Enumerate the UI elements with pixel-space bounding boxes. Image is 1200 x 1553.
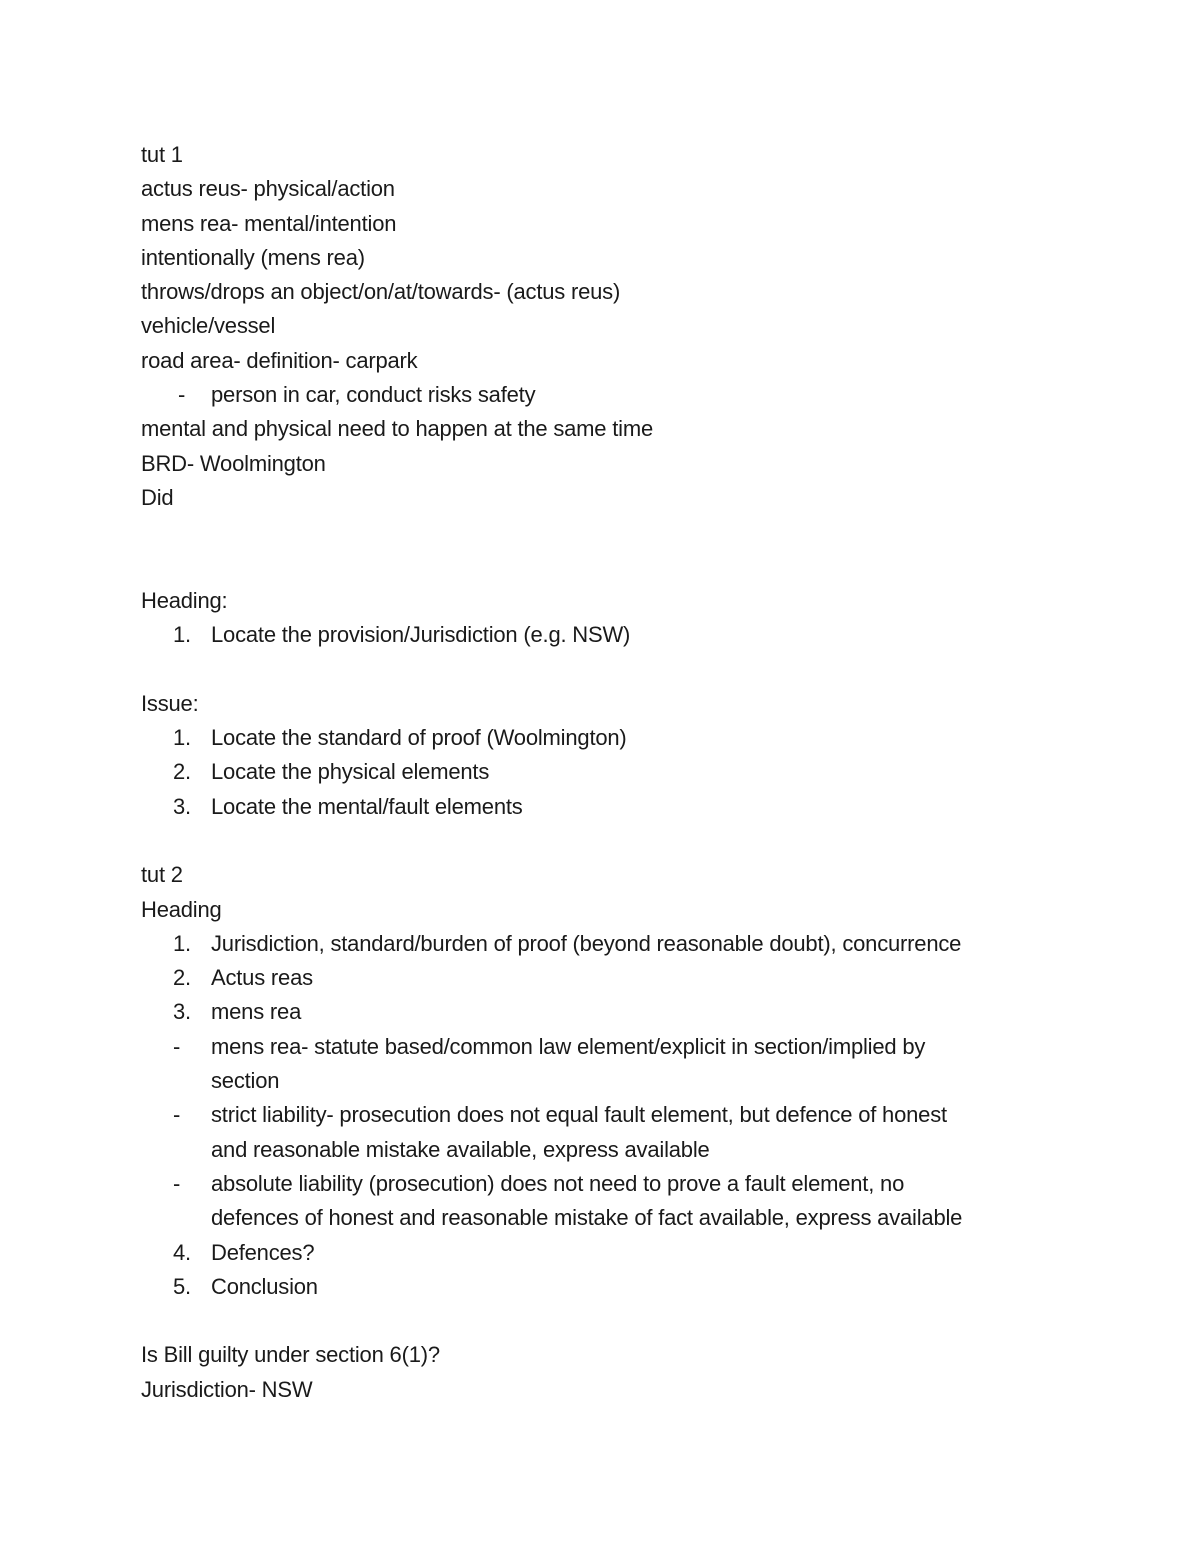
document-page <box>141 138 1081 1407</box>
list-number: 1. <box>173 725 191 751</box>
sub-bullet <box>141 378 1081 412</box>
list-item <box>141 1167 1081 1201</box>
note-line: mental and physical need to happen at the same time <box>141 416 654 442</box>
list-item <box>141 790 1081 824</box>
list-item <box>141 927 1081 961</box>
list-item <box>141 755 1081 789</box>
list-item-text: defences of honest and reasonable mistake of fact available, express available <box>211 1205 963 1231</box>
list-item-text: Locate the physical elements <box>211 759 490 785</box>
tut1-title: tut 1 <box>141 142 183 167</box>
list-item <box>141 1236 1081 1270</box>
list-item-text: and reasonable mistake available, express available <box>211 1136 710 1162</box>
list-number: 1. <box>173 622 191 648</box>
list-item <box>141 961 1081 995</box>
spacer <box>141 1304 1081 1338</box>
bullet-marker: - <box>178 382 186 408</box>
list-item-continuation <box>141 1064 1081 1098</box>
bullet-marker: - <box>173 1170 181 1196</box>
spacer <box>141 824 1081 858</box>
list-number: 2. <box>173 759 191 785</box>
bullet-marker: - <box>173 1033 181 1059</box>
list-item <box>141 1270 1081 1304</box>
list-number: 4. <box>173 1239 191 1265</box>
list-item <box>141 1030 1081 1064</box>
list-item-text: Locate the standard of proof (Woolmington) <box>211 725 627 751</box>
note-line: mens rea- mental/intention <box>141 210 397 236</box>
list-item <box>141 618 1081 652</box>
list-item-text: Locate the mental/fault elements <box>211 793 523 819</box>
list-number: 3. <box>173 793 191 819</box>
list-item-continuation <box>141 1133 1081 1167</box>
issue-label: Issue: <box>141 690 199 716</box>
list-item-text: Defences? <box>211 1239 315 1265</box>
list-item-text: mens rea <box>211 999 302 1025</box>
note-line: throws/drops an object/on/at/towards- (actus reus) <box>141 279 621 305</box>
list-item-text: Actus reas <box>211 965 313 991</box>
answer-text: Jurisdiction- NSW <box>141 1376 313 1402</box>
question-text: Is Bill guilty under section 6(1)? <box>141 1342 440 1368</box>
list-number: 2. <box>173 965 191 991</box>
bullet-marker: - <box>173 1102 181 1128</box>
note-line: Did <box>141 484 174 510</box>
list-item-text: absolute liability (prosecution) does not need to prove a fault element, no <box>211 1170 905 1196</box>
list-item-text: mens rea- statute based/common law element/explicit in section/implied by <box>211 1033 926 1059</box>
heading-label: Heading: <box>141 587 228 613</box>
list-item <box>141 995 1081 1029</box>
list-item <box>141 721 1081 755</box>
list-item-text: section <box>211 1068 280 1094</box>
list-item-text: Jurisdiction, standard/burden of proof (beyond reasonable doubt), concurrence <box>211 930 962 956</box>
note-line: intentionally (mens rea) <box>141 244 365 270</box>
note-line: actus reus- physical/action <box>141 176 395 202</box>
spacer <box>141 652 1081 686</box>
list-number: 5. <box>173 1273 191 1299</box>
tut2-heading: Heading <box>141 896 222 922</box>
spacer <box>141 515 1081 549</box>
list-number: 3. <box>173 999 191 1025</box>
list-item <box>141 1098 1081 1132</box>
list-item-text: Conclusion <box>211 1273 318 1299</box>
note-line: BRD- Woolmington <box>141 450 326 476</box>
note-line: vehicle/vessel <box>141 313 276 339</box>
list-item-text: Locate the provision/Jurisdiction (e.g. NSW) <box>211 622 631 648</box>
spacer <box>141 550 1081 584</box>
list-item-text: strict liability- prosecution does not equal fault element, but defence of honest <box>211 1102 947 1128</box>
list-item-continuation <box>141 1201 1081 1235</box>
sub-bullet-text: person in car, conduct risks safety <box>211 382 536 408</box>
list-number: 1. <box>173 930 191 956</box>
note-line: road area- definition- carpark <box>141 347 418 373</box>
tut2-title: tut 2 <box>141 862 183 888</box>
